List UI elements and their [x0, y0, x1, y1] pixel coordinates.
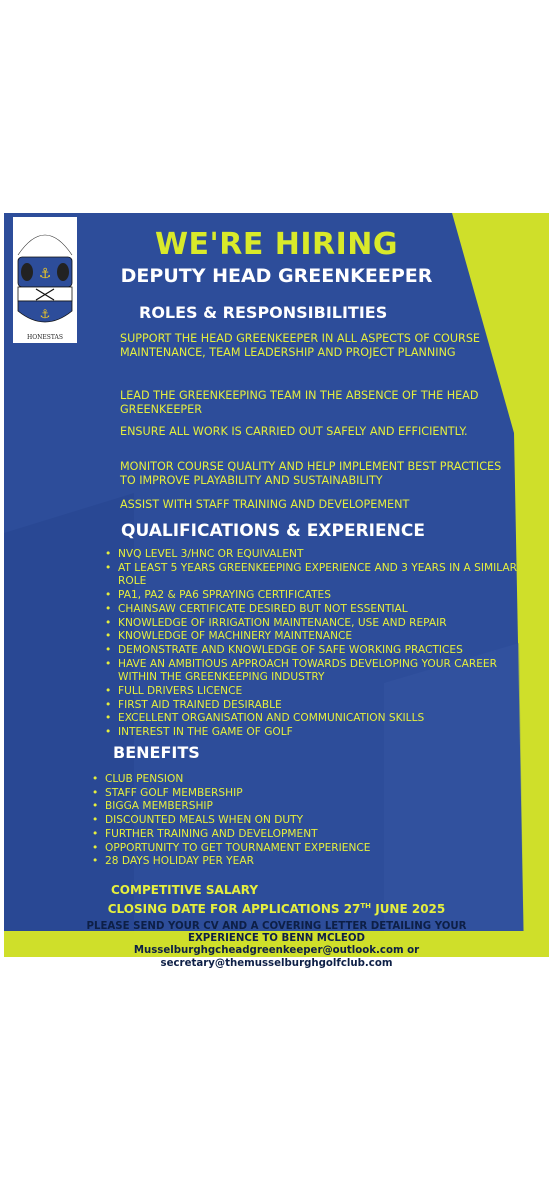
crest-motto: HONESTAS	[26, 334, 64, 341]
salary-text: COMPETITIVE SALARY	[111, 883, 259, 897]
anchor-icon: ⚓	[39, 307, 51, 321]
list-item: • KNOWLEDGE OF IRRIGATION MAINTENANCE, USE AND REPAIR	[105, 617, 520, 631]
list-item: • BIGGA MEMBERSHIP	[92, 800, 472, 814]
role-item: ENSURE ALL WORK IS CARRIED OUT SAFELY AND EFFICIENTLY.	[120, 425, 468, 438]
closing-date-prefix: CLOSING DATE FOR APPLICATIONS 27	[107, 902, 361, 916]
list-item: • EXCELLENT ORGANISATION AND COMMUNICATION SKILLS	[105, 712, 520, 726]
list-item: • OPPORTUNITY TO GET TOURNAMENT EXPERIENCE	[92, 842, 472, 856]
list-item: • HAVE AN AMBITIOUS APPROACH TOWARDS DEVELOPING YOUR CAREER WITHIN THE GREENKEEPING INDUSTRY	[105, 658, 520, 685]
list-item: • PA1, PA2 & PA6 SPRAYING CERTIFICATES	[105, 589, 520, 603]
list-item: • KNOWLEDGE OF MACHINERY MAINTENANCE	[105, 630, 520, 644]
list-item: • DISCOUNTED MEALS WHEN ON DUTY	[92, 814, 472, 828]
list-item: • FIRST AID TRAINED DESIRABLE	[105, 699, 520, 713]
list-item: • 28 DAYS HOLIDAY PER YEAR	[92, 855, 472, 869]
role-item: LEAD THE GREENKEEPING TEAM IN THE ABSENCE OF THE HEAD GREENKEEPER	[120, 389, 479, 416]
list-item: • CLUB PENSION	[92, 773, 472, 787]
closing-date-rest: JUNE 2025	[371, 902, 446, 916]
list-item: • DEMONSTRATE AND KNOWLEDGE OF SAFE WORKING PRACTICES	[105, 644, 520, 658]
benefits-heading: BENEFITS	[113, 743, 200, 762]
list-item: • NVQ LEVEL 3/HNC OR EQUIVALENT	[105, 548, 520, 562]
list-item: • AT LEAST 5 YEARS GREENKEEPING EXPERIENCE AND 3 YEARS IN A SIMILAR ROLE	[105, 562, 520, 589]
list-item: • CHAINSAW CERTIFICATE DESIRED BUT NOT ESSENTIAL	[105, 603, 520, 617]
qualifications-list	[105, 548, 520, 740]
closing-date	[4, 902, 549, 916]
list-item: • INTEREST IN THE GAME OF GOLF	[105, 726, 520, 740]
application-instructions	[4, 921, 549, 970]
anchor-icon: ⚓	[38, 266, 52, 282]
list-item: • STAFF GOLF MEMBERSHIP	[92, 787, 472, 801]
qualifications-heading: QUALIFICATIONS & EXPERIENCE	[121, 521, 425, 541]
contact-email-link[interactable]: Musselburghgcheadgreenkeeper@outlook.com or	[133, 945, 420, 957]
contact-email-link[interactable]: secretary@themusselburghgolfclub.com	[160, 957, 393, 969]
benefits-list	[92, 773, 472, 869]
instruction-line: PLEASE SEND YOUR CV AND A COVERING LETTER DETAILING YOUR	[86, 921, 467, 932]
job-title: DEPUTY HEAD GREENKEEPER	[120, 265, 433, 287]
job-poster	[4, 213, 549, 969]
hiring-title: WE'RE HIRING	[154, 227, 399, 262]
roles-heading: ROLES & RESPONSIBILITIES	[139, 303, 388, 322]
closing-date-ordinal: TH	[360, 902, 372, 910]
list-item: • FULL DRIVERS LICENCE	[105, 685, 520, 699]
instruction-line: EXPERIENCE TO BENN MCLEOD	[187, 933, 365, 945]
role-item: ASSIST WITH STAFF TRAINING AND DEVELOPEMENT	[120, 498, 410, 511]
role-item: MONITOR COURSE QUALITY AND HELP IMPLEMENT BEST PRACTICES TO IMPROVE PLAYABILITY AND SUSTAINABILITY	[120, 460, 502, 487]
role-item: SUPPORT THE HEAD GREENKEEPER IN ALL ASPECTS OF COURSE MAINTENANCE, TEAM LEADERSHIP AND PROJECT PLANNING	[120, 332, 480, 359]
list-item: • FURTHER TRAINING AND DEVELOPMENT	[92, 828, 472, 842]
